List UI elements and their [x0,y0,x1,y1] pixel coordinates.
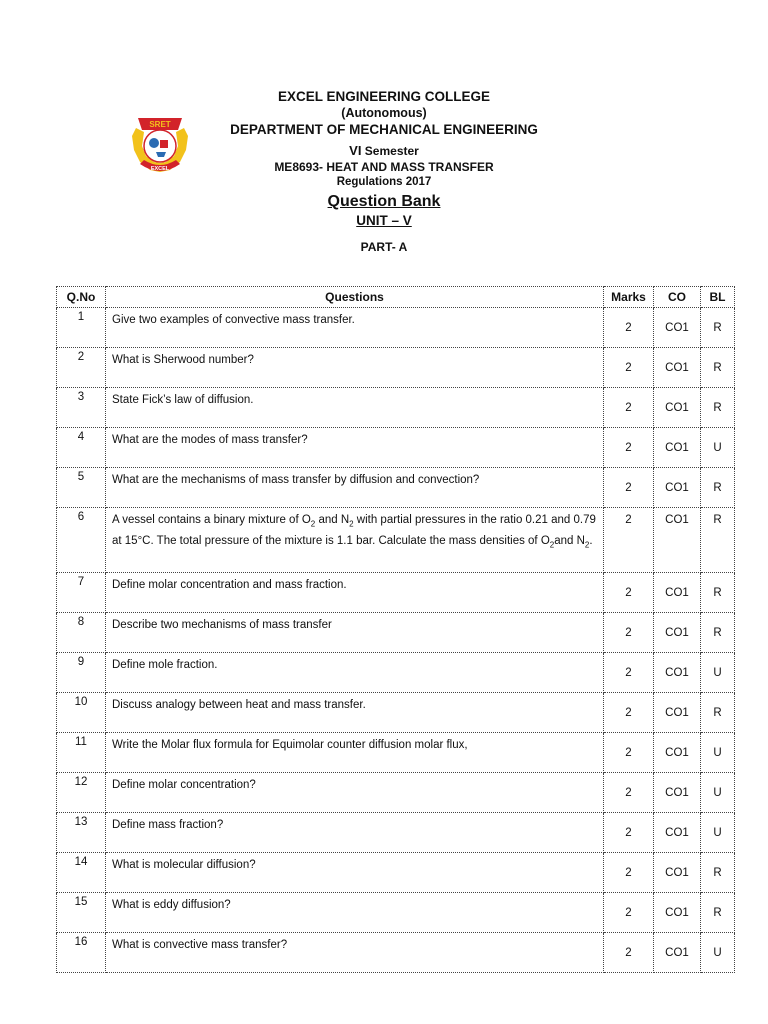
marks-cell: 2 [604,348,654,388]
qno-cell: 16 [57,933,106,973]
header-qno: Q.No [57,287,106,308]
table-row [57,428,735,468]
table-row [57,613,735,653]
part-label: PART- A [360,239,408,254]
course-title: ME8693- HEAT AND MASS TRANSFER [274,159,494,174]
bl-cell: R [701,468,735,508]
regulations-label: Regulations 2017 [336,175,432,188]
co-cell: CO1 [654,573,701,613]
qno-cell: 5 [57,468,106,508]
bl-cell: R [701,893,735,933]
bl-cell: R [701,613,735,653]
bl-cell: R [701,508,735,573]
table-row [57,388,735,428]
question-cell: Define molar concentration and mass fraction. [106,573,604,613]
co-cell: CO1 [654,653,701,693]
co-cell: CO1 [654,853,701,893]
marks-cell: 2 [604,893,654,933]
marks-cell: 2 [604,653,654,693]
question-cell: Discuss analogy between heat and mass transfer. [106,693,604,733]
question-cell: State Fick’s law of diffusion. [106,388,604,428]
autonomous-label: (Autonomous) [341,105,427,120]
question-text: . [589,534,593,547]
co-cell: CO1 [654,508,701,573]
bl-cell: U [701,933,735,973]
question-cell: What are the modes of mass transfer? [106,428,604,468]
table-row [57,573,735,613]
qno-cell: 4 [57,428,106,468]
question-cell: Describe two mechanisms of mass transfer [106,613,604,653]
co-cell: CO1 [654,773,701,813]
table-row [57,653,735,693]
page-title: Question Bank [327,193,441,210]
bl-cell: U [701,773,735,813]
table-row [57,693,735,733]
semester-number: VI [349,142,362,158]
question-cell: Define mass fraction? [106,813,604,853]
department-name: DEPARTMENT OF MECHANICAL ENGINEERING [230,122,538,137]
qno-cell: 14 [57,853,106,893]
bl-cell: U [701,428,735,468]
co-cell: CO1 [654,813,701,853]
question-cell: Give two examples of convective mass transfer. [106,308,604,348]
marks-cell: 2 [604,773,654,813]
question-cell: What is Sherwood number? [106,348,604,388]
marks-cell: 2 [604,933,654,973]
marks-cell: 2 [604,733,654,773]
header-bl: BL [701,287,735,308]
co-cell: CO1 [654,468,701,508]
co-cell: CO1 [654,733,701,773]
marks-cell: 2 [604,853,654,893]
qno-cell: 6 [57,508,106,573]
question-cell: Write the Molar flux formula for Equimolar counter diffusion molar flux, [106,733,604,773]
qno-cell: 9 [57,653,106,693]
question-cell: What is convective mass transfer? [106,933,604,973]
qno-cell: 12 [57,773,106,813]
marks-cell: 2 [604,693,654,733]
marks-cell: 2 [604,388,654,428]
table-row [57,508,735,573]
co-cell: CO1 [654,308,701,348]
question-cell: Define mole fraction. [106,653,604,693]
header-co: CO [654,287,701,308]
qno-cell: 8 [57,613,106,653]
table-row [57,733,735,773]
marks-cell: 2 [604,468,654,508]
bl-cell: U [701,653,735,693]
table-header-row [57,287,735,308]
co-cell: CO1 [654,893,701,933]
logo-top-text: SRET [149,120,171,129]
bl-cell: R [701,388,735,428]
question-text: and N [554,534,585,547]
marks-cell: 2 [604,428,654,468]
semester-word: Semester [364,143,419,158]
co-cell: CO1 [654,388,701,428]
table-row [57,853,735,893]
table-row [57,308,735,348]
question-cell: What is eddy diffusion? [106,893,604,933]
co-cell: CO1 [654,933,701,973]
subscript: 2 [310,519,316,529]
question-cell [106,508,604,573]
qno-cell: 10 [57,693,106,733]
question-cell: What are the mechanisms of mass transfer by diffusion and convection? [106,468,604,508]
question-cell: What is molecular diffusion? [106,853,604,893]
header-questions: Questions [106,287,604,308]
subscript: 2 [584,539,590,549]
qno-cell: 13 [57,813,106,853]
bl-cell: R [701,308,735,348]
co-cell: CO1 [654,693,701,733]
qno-cell: 7 [57,573,106,613]
document-header [0,90,768,253]
bl-cell: U [701,813,735,853]
college-name: EXCEL ENGINEERING COLLEGE [277,89,491,104]
table-row [57,893,735,933]
table-row [57,813,735,853]
question-text: A vessel contains a binary mixture of O [112,514,311,526]
bl-cell: R [701,348,735,388]
table-row [57,468,735,508]
qno-cell: 1 [57,308,106,348]
bl-cell: R [701,853,735,893]
qno-cell: 2 [57,348,106,388]
question-table [56,286,735,973]
marks-cell: 2 [604,308,654,348]
bl-cell: R [701,573,735,613]
semester-line [0,144,768,157]
qno-cell: 15 [57,893,106,933]
marks-cell: 2 [604,573,654,613]
question-text: with partial pressures in the ratio 0.21 and 0.79 at 15°C. The total pressure of the mixture is 1.1 bar. Calculate the mass densities of O [112,514,596,547]
bl-cell: U [701,733,735,773]
co-cell: CO1 [654,348,701,388]
logo-bottom-text: EXCEL [150,166,170,172]
co-cell: CO1 [654,428,701,468]
question-text: and N [315,514,350,526]
qno-cell: 11 [57,733,106,773]
marks-cell: 2 [604,613,654,653]
qno-cell: 3 [57,388,106,428]
marks-cell: 2 [604,508,654,573]
table-row [57,773,735,813]
marks-cell: 2 [604,813,654,853]
bl-cell: R [701,693,735,733]
table-row [57,348,735,388]
question-cell: Define molar concentration? [106,773,604,813]
header-marks: Marks [604,287,654,308]
table-row [57,933,735,973]
unit-label: UNIT – V [356,213,412,228]
subscript: 2 [549,539,555,549]
subscript: 2 [349,519,354,529]
co-cell: CO1 [654,613,701,653]
